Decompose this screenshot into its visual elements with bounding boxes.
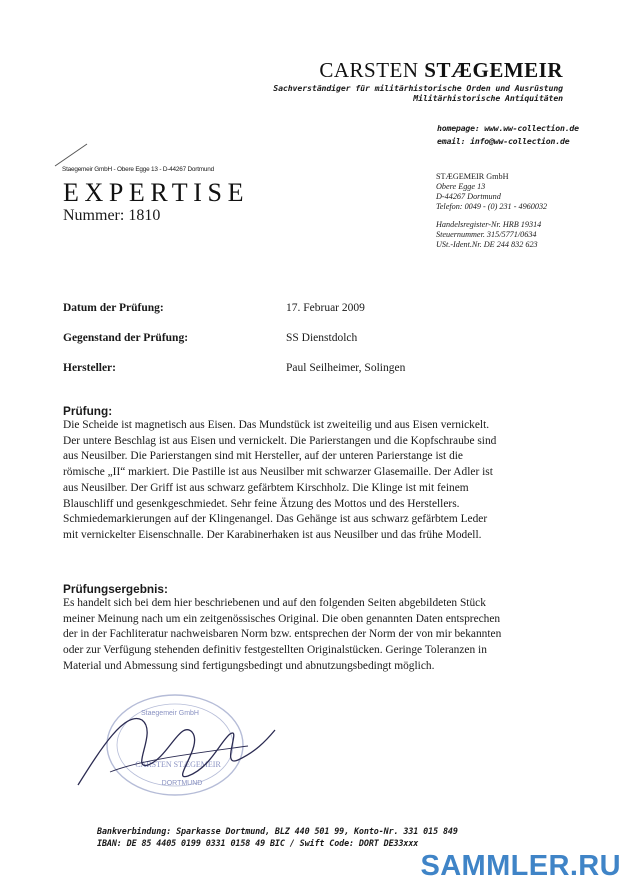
pruefung-line: aus Neusilber. Die Parierstangen sind mit Hersteller, auf der unteren Parierstange ist die [63, 450, 463, 463]
stamp-and-signature [70, 690, 300, 810]
sender-address-line: Staegemeir GmbH - Obere Egge 13 - D-44267 Dortmund [62, 166, 214, 173]
ergebnis-heading: Prüfungsergebnis: [63, 582, 168, 596]
company-phone: Telefon: 0049 - (0) 231 - 4960032 [436, 202, 548, 211]
stamp-middle-text: CARSTEN STÆGEMEIR [135, 760, 221, 769]
pruefung-heading: Prüfung: [63, 404, 113, 418]
email-line: email: info@ww-collection.de [437, 136, 570, 146]
pruefung-line: Die Scheide ist magnetisch aus Eisen. Das Mundstück ist zweiteilig und aus Eisen vernickelt. [63, 419, 490, 431]
stamp-top-text: Staegemeir GmbH [141, 710, 199, 717]
ergebnis-line: meiner Meinung nach um ein zeitgenössisches Original. Die oben genannten Daten entsprechen [63, 612, 501, 625]
field-value-date: 17. Februar 2009 [286, 302, 365, 314]
logo-last-name: STÆGEMEIR [424, 58, 563, 82]
bank-details-line-1: Bankverbindung: Sparkasse Dortmund, BLZ 440 501 99, Konto-Nr. 331 015 849 [97, 826, 458, 836]
fold-mark-icon [53, 142, 89, 168]
ergebnis-line: Material und Abmessung sind fertigungsbedingt und abnutzungsbedingt möglich. [63, 659, 435, 672]
pruefung-line: aus Neusilber. Der Griff ist aus schwarz gefärbtem Kirschholz. Die Klinge ist mit feinem [63, 481, 469, 494]
letterhead-subtitle-2: Militärhistorische Antiquitäten [413, 93, 563, 103]
company-street: Obere Egge 13 [436, 182, 486, 191]
bank-details-line-2: IBAN: DE 85 4405 0199 0331 0158 49 BIC / Swift Code: DORT DE33xxx [97, 838, 419, 848]
company-block [436, 172, 547, 250]
ergebnis-line: oder zur Verfügung stehenden definitiv festgestellten Originalstücken. Geringe Toleranzen in [63, 644, 487, 657]
company-city: D-44267 Dortmund [436, 192, 501, 201]
ergebnis-paragraph [63, 596, 573, 675]
pruefung-line: Schmiedemarkierungen auf der Klingenangel. Das Gehänge ist aus schwarz gefärbtem Leder [63, 513, 488, 526]
field-label-manufacturer: Hersteller: [63, 362, 116, 374]
document-title: EXPERTISE [63, 178, 250, 207]
ergebnis-line: der in der Fachliteratur nachweisbaren Norm bzw. entsprechen der Norm der von mir bekannten [63, 628, 502, 641]
pruefung-line: Der untere Beschlag ist aus Eisen und vernickelt. Die Parierstangen und die Kopfschraube sind [63, 434, 497, 447]
field-value-subject: SS Dienstdolch [286, 332, 358, 344]
company-register: Handelsregister-Nr. HRB 19314 [436, 220, 542, 229]
company-vat: USt.-Ident.Nr. DE 244 832 623 [436, 240, 538, 249]
letterhead-subtitle-1: Sachverständiger für militärhistorische Orden und Ausrüstung [273, 83, 563, 93]
field-label-date: Datum der Prüfung: [63, 302, 164, 314]
pruefung-line: Blauschliff und gesenkgeschmiedet. Sehr feine Ätzung des Mottos und des Herstellers. [63, 497, 460, 510]
logo-first-name: CARSTEN [319, 58, 425, 82]
pruefung-line: römische „II“ markiert. Die Pastille ist aus Neusilber mit schwarzer Glasemaille. Der Adler ist [63, 466, 493, 479]
pruefung-paragraph [63, 418, 573, 544]
homepage-line: homepage: www.ww-collection.de [437, 123, 579, 133]
ergebnis-line: Es handelt sich bei dem hier beschriebenen und auf den folgenden Seiten abgebildeten Stück [63, 597, 486, 609]
watermark-text: SAMMLER.RU [420, 850, 621, 882]
field-value-manufacturer: Paul Seilheimer, Solingen [286, 362, 406, 374]
company-tax: Steuernummer. 315/5771/0634 [436, 230, 537, 239]
letterhead-logo [319, 58, 563, 83]
document-number: Nummer: 1810 [63, 207, 161, 224]
pruefung-line: mit vernickelter Eisenschnalle. Der Karabinerhaken ist aus Neusilber und das frühe Modell. [63, 528, 482, 541]
company-name: STÆGEMEIR GmbH [436, 172, 509, 181]
stamp-bottom-text: DORTMUND [161, 780, 203, 787]
field-label-subject: Gegenstand der Prüfung: [63, 332, 189, 344]
